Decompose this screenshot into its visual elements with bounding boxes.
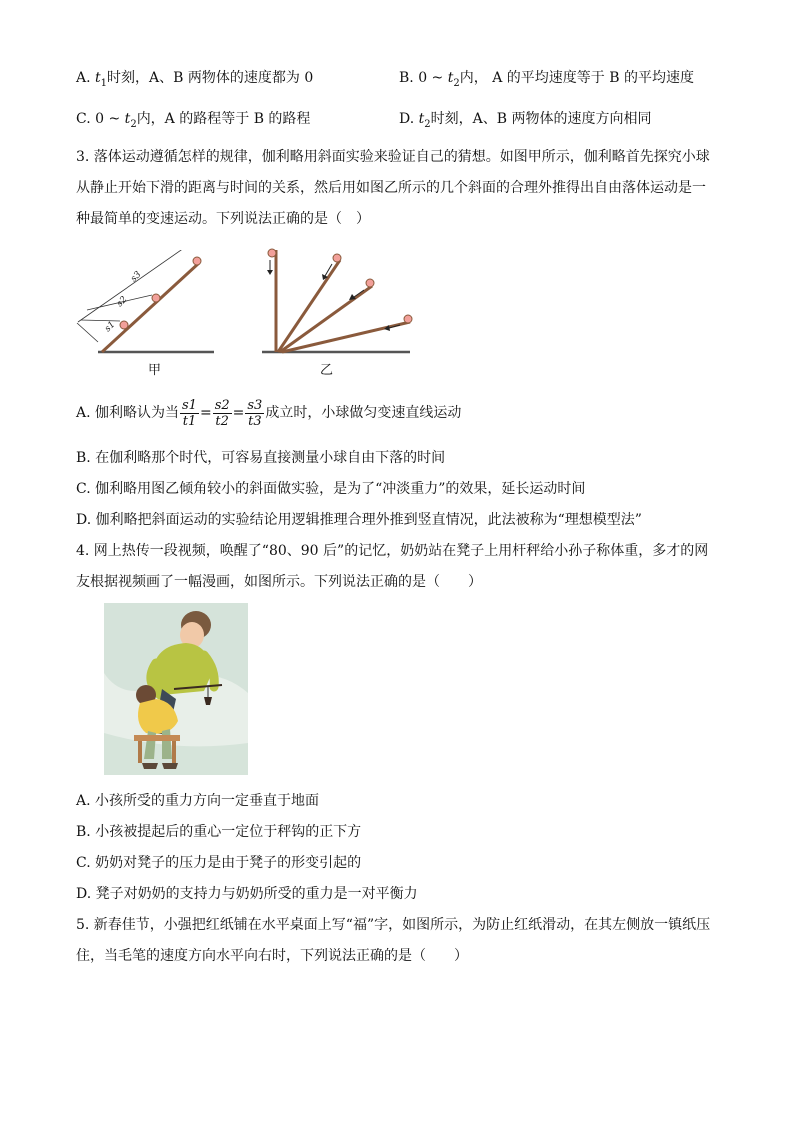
subscript: 2 bbox=[424, 118, 431, 130]
q3-option-c: C. 伽利略用图乙倾角较小的斜面做实验，是为了“冲淡重力”的效果，延长运动时间 bbox=[76, 481, 586, 497]
label-s2: s2 bbox=[115, 294, 130, 310]
fraction-s3-t3 bbox=[245, 398, 264, 429]
option-label: B. bbox=[399, 70, 414, 86]
q4-option-a: A. 小孩所受的重力方向一定垂直于地面 bbox=[76, 793, 320, 809]
range-prefix: 0 ~ bbox=[95, 111, 125, 127]
range-prefix: 0 ~ bbox=[418, 70, 448, 86]
option-label: D. bbox=[399, 111, 415, 127]
ball-shallow bbox=[404, 315, 412, 323]
label-s3: s3 bbox=[129, 269, 144, 285]
option-text: 时刻，A、B 两物体的速度都为 0 bbox=[107, 70, 314, 86]
incline-steep bbox=[278, 260, 340, 352]
figure-yi-inclines bbox=[258, 248, 418, 358]
stool-leg bbox=[172, 741, 176, 763]
stool-leg bbox=[138, 741, 142, 763]
frac-num: s1 bbox=[182, 397, 197, 413]
q3-option-a bbox=[76, 396, 461, 430]
q4-stem-line2: 友根据视频画了一幅漫画，如图所示。下列说法正确的是（ ） bbox=[76, 574, 482, 590]
q4-option-c: C. 奶奶对凳子的压力是由于凳子的形变引起的 bbox=[76, 855, 362, 871]
option-a-prefix: A. 伽利略认为当 bbox=[76, 405, 180, 421]
frac-num: s3 bbox=[247, 397, 263, 413]
subscript: 2 bbox=[130, 118, 137, 130]
ball-3 bbox=[193, 257, 201, 265]
ball-medium bbox=[366, 279, 374, 287]
label-s1: s1 bbox=[103, 319, 118, 335]
dimension-tick bbox=[81, 320, 120, 321]
q4-option-b: B. 小孩被提起后的重心一定位于秤钩的正下方 bbox=[76, 824, 362, 840]
ball-vertical bbox=[268, 249, 276, 257]
q3-stem-line2: 从静止开始下滑的距离与时间的关系，然后用如图乙所示的几个斜面的合理外推得出自由落体运动是一 bbox=[76, 180, 706, 196]
frac-den: t1 bbox=[182, 413, 197, 429]
figure-yi-caption: 乙 bbox=[320, 363, 334, 378]
q2-option-d bbox=[399, 109, 652, 135]
equals: = bbox=[232, 405, 245, 421]
q5-stem-line2: 住，当毛笔的速度方向水平向右时，下列说法正确的是（ ） bbox=[76, 948, 468, 964]
q2-option-a bbox=[76, 68, 313, 94]
stool-top bbox=[134, 735, 180, 741]
ball-1 bbox=[120, 321, 128, 329]
var-t: t bbox=[447, 70, 454, 86]
incline-plank bbox=[102, 263, 199, 352]
q4-option-d: D. 凳子对奶奶的支持力与奶奶所受的重力是一对平衡力 bbox=[76, 886, 418, 902]
q3-option-d: D. 伽利略把斜面运动的实验结论用逻辑推理合理外推到竖直情况，此法被称为“理想模型法” bbox=[76, 512, 642, 528]
subscript: 1 bbox=[100, 77, 108, 89]
arrow-head-icon bbox=[267, 270, 273, 275]
var-t: t bbox=[95, 70, 101, 86]
q3-stem-line1: 3. 落体运动遵循怎样的规律，伽利略用斜面实验来验证自己的猜想。如图甲所示，伽利略首先探究小球 bbox=[76, 149, 710, 165]
option-label: A. bbox=[76, 70, 91, 86]
frac-den: t3 bbox=[248, 413, 262, 429]
q2-option-c bbox=[76, 109, 310, 135]
figure-jia-caption: 甲 bbox=[148, 363, 162, 378]
equals: = bbox=[199, 405, 212, 421]
q5-stem-line1: 5. 新春佳节，小强把红纸铺在水平桌面上写“福”字，如图所示，为防止红纸滑动，在其左侧放一镇纸压 bbox=[76, 917, 711, 933]
fraction-s2-t2 bbox=[213, 398, 232, 429]
frac-num: s2 bbox=[214, 397, 230, 413]
var-t: t bbox=[124, 111, 131, 127]
option-text: 内， A 的平均速度等于 B 的平均速度 bbox=[459, 70, 694, 86]
q3-option-b: B. 在伽利略那个时代，可容易直接测量小球自由下落的时间 bbox=[76, 450, 446, 466]
figure-jia-incline bbox=[72, 250, 222, 360]
grandma-weighing-child-illustration bbox=[104, 603, 248, 775]
fraction-s1-t1 bbox=[180, 398, 199, 429]
dimension-line-s3 bbox=[78, 250, 184, 322]
dimension-line-s1 bbox=[77, 323, 98, 342]
q4-stem-line1: 4. 网上热传一段视频，唤醒了“80、90 后”的记忆，奶奶站在凳子上用杆秤给小孙子称体重，多才的网 bbox=[76, 543, 709, 559]
option-text: 内，A 的路程等于 B 的路程 bbox=[136, 111, 311, 127]
q2-option-b bbox=[399, 68, 694, 94]
option-label: C. bbox=[76, 111, 91, 127]
subscript: 2 bbox=[453, 77, 460, 89]
q3-stem-line3: 种最简单的变速运动。下列说法正确的是（ ） bbox=[76, 211, 370, 227]
option-a-suffix: 成立时，小球做匀变速直线运动 bbox=[265, 405, 462, 421]
ball-steep bbox=[333, 254, 341, 262]
var-t: t bbox=[418, 111, 425, 127]
ball-2 bbox=[152, 294, 160, 302]
frac-den: t2 bbox=[215, 413, 229, 429]
option-text: 时刻，A、B 两物体的速度方向相同 bbox=[430, 111, 652, 127]
